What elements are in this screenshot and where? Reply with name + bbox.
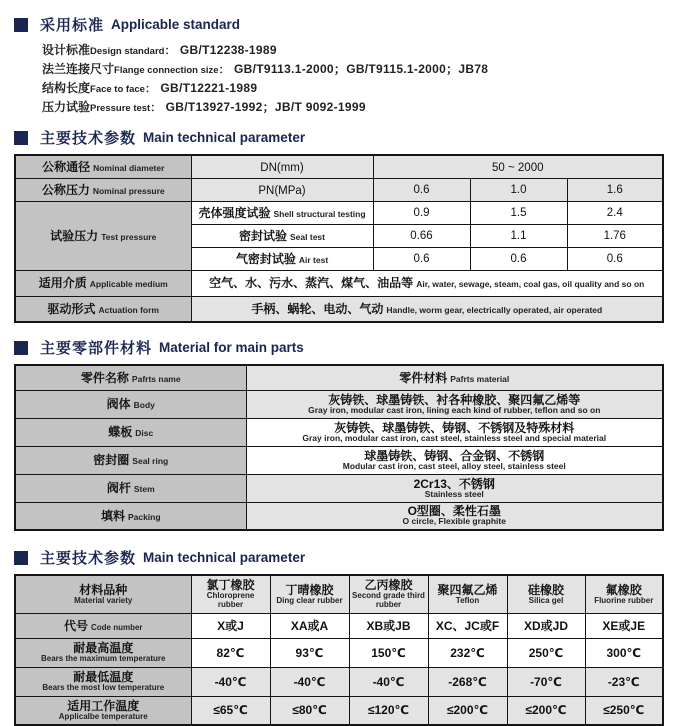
table-row-nominal-diameter bbox=[15, 155, 663, 178]
section-bullet-icon bbox=[14, 18, 28, 32]
standard-label-zh: 法兰连接尺寸 bbox=[42, 62, 115, 76]
section-title-en: Material for main parts bbox=[159, 340, 304, 355]
standard-value: GB/T12238-1989 bbox=[179, 43, 277, 57]
main-parameter-table bbox=[14, 154, 664, 323]
header-zh: 零件名称 bbox=[80, 370, 129, 385]
actuation-value-cell bbox=[191, 296, 663, 322]
unit-cell bbox=[191, 155, 373, 178]
test-name-en: Air test bbox=[298, 254, 329, 265]
table-row-min-temperature bbox=[15, 667, 663, 696]
actuation-en: Handle, worm gear, electrically operated, air operated bbox=[386, 304, 603, 315]
label-zh: 耐最低温度 bbox=[73, 670, 134, 684]
material-parts-table bbox=[14, 364, 664, 531]
section-title-en: Main technical parameter bbox=[143, 130, 306, 145]
label-en: Applicalbe temperature bbox=[58, 711, 148, 721]
section-title-zh: 主要零部件材料 bbox=[40, 340, 153, 357]
part-material-cell bbox=[246, 502, 663, 530]
standard-line-flange bbox=[42, 60, 662, 79]
label-en: Bears the maximum temperature bbox=[41, 654, 166, 663]
part-material-cell bbox=[246, 446, 663, 474]
standard-line-face-to-face bbox=[42, 79, 662, 98]
temperature-value: 250℃ bbox=[507, 638, 585, 667]
header-silica-gel bbox=[507, 575, 585, 613]
part-material-cell bbox=[246, 418, 663, 446]
section-heading-material-parts bbox=[14, 337, 662, 358]
table-row-shell-test bbox=[15, 201, 663, 224]
standard-label-zh: 结构长度 bbox=[42, 81, 91, 95]
row-label-nominal-pressure bbox=[15, 178, 191, 201]
material-zh: 灰铸铁、球墨铸铁、衬各种橡胶、聚四氟乙烯等 bbox=[328, 392, 581, 407]
standard-label-en: Pressure test bbox=[90, 103, 151, 114]
standard-label-zh: 压力试验 bbox=[42, 100, 91, 114]
temperature-value: -23℃ bbox=[585, 667, 663, 696]
material-en: Gray iron, modular cast iron, lining each kind of rubber, teflon and so on bbox=[308, 404, 601, 415]
temperature-value: ≤200℃ bbox=[507, 696, 585, 725]
section-heading-applicable-standard bbox=[14, 14, 662, 35]
standard-line-design bbox=[42, 41, 662, 60]
test-value: 1.5 bbox=[470, 201, 567, 224]
medium-value-cell bbox=[191, 270, 663, 296]
label-zh: 试验压力 bbox=[50, 228, 99, 243]
header-zh: 材料品种 bbox=[79, 582, 128, 597]
material-head-zh: 氟橡胶 bbox=[605, 582, 642, 597]
label-zh: 适用介质 bbox=[38, 276, 87, 290]
material-head-en: Teflon bbox=[455, 595, 480, 605]
table-row-actuation-form bbox=[15, 296, 663, 322]
temperature-value: -268℃ bbox=[428, 667, 507, 696]
temperature-value: -40℃ bbox=[191, 667, 270, 696]
medium-zh: 空气、水、污水、蒸汽、煤气、油品等 bbox=[209, 276, 414, 290]
part-en: Disc bbox=[135, 428, 154, 438]
label-en: Test pressure bbox=[101, 231, 157, 242]
standard-colon: ： bbox=[150, 102, 162, 114]
header-teflon bbox=[428, 575, 507, 613]
table-row-max-temperature bbox=[15, 638, 663, 667]
table-row-body bbox=[15, 390, 663, 418]
material-en: Modular cast iron, cast steel, alloy steel, stainless steel bbox=[342, 460, 566, 471]
label-en: Nominal diameter bbox=[93, 162, 165, 173]
part-en: Packing bbox=[127, 511, 161, 522]
test-name-cell bbox=[191, 224, 373, 247]
table-row-stem bbox=[15, 474, 663, 502]
temperature-value: 82℃ bbox=[191, 638, 270, 667]
temperature-value: ≤80℃ bbox=[270, 696, 349, 725]
code-value: X或J bbox=[191, 613, 270, 638]
pressure-value: 1.6 bbox=[567, 178, 663, 201]
row-label-max-temp bbox=[15, 638, 191, 667]
code-value: XE或JE bbox=[585, 613, 663, 638]
part-material-cell bbox=[246, 390, 663, 418]
unit-text: DN(mm) bbox=[260, 161, 304, 174]
standard-colon: ： bbox=[144, 83, 156, 95]
temperature-value: ≤120℃ bbox=[349, 696, 428, 725]
label-zh: 公称压力 bbox=[41, 182, 90, 197]
standard-label-zh: 设计标准 bbox=[42, 43, 91, 57]
unit-text: PN(MPa) bbox=[258, 184, 306, 197]
section-bullet-icon bbox=[14, 551, 28, 565]
code-value: XA或A bbox=[270, 613, 349, 638]
row-label-test-pressure bbox=[15, 201, 191, 270]
label-en: Bears the most low temperature bbox=[42, 683, 165, 692]
header-en: Pafrts material bbox=[450, 373, 510, 384]
pressure-value: 1.0 bbox=[470, 178, 567, 201]
label-zh: 驱动形式 bbox=[47, 301, 96, 316]
temperature-value: 150℃ bbox=[349, 638, 428, 667]
material-en: Stainless steel bbox=[424, 488, 484, 499]
standard-value: GB/T12221-1989 bbox=[160, 81, 258, 95]
header-ding-clear bbox=[270, 575, 349, 613]
part-en: Stem bbox=[133, 484, 155, 494]
part-material-cell bbox=[246, 474, 663, 502]
section-title-en: Applicable standard bbox=[111, 17, 241, 32]
section-bullet-icon bbox=[14, 341, 28, 355]
material-head-zh: 乙丙橡胶 bbox=[364, 578, 413, 593]
medium-en: Air, water, sewage, steam, coal gas, oil quality and so on bbox=[416, 279, 645, 289]
part-name-cell bbox=[15, 446, 246, 474]
table-row-packing bbox=[15, 502, 663, 530]
header-parts-name bbox=[15, 365, 246, 390]
part-en: Body bbox=[133, 400, 155, 410]
test-name-en: Shell structural testing bbox=[273, 208, 366, 219]
row-label-nominal-diameter bbox=[15, 155, 191, 178]
code-value: XC、JC或F bbox=[428, 613, 507, 638]
material-zh: 球墨铸铁、铸钢、合金钢、不锈钢 bbox=[364, 448, 545, 463]
test-value: 1.76 bbox=[567, 224, 663, 247]
label-en: Applicable medium bbox=[89, 279, 168, 289]
table-row-seal-ring bbox=[15, 446, 663, 474]
standard-colon: ： bbox=[164, 45, 176, 57]
table-row-nominal-pressure bbox=[15, 178, 663, 201]
material-head-zh: 丁晴橡胶 bbox=[285, 582, 334, 597]
pressure-value: 0.6 bbox=[373, 178, 470, 201]
part-name-cell bbox=[15, 474, 246, 502]
row-label-actuation bbox=[15, 296, 191, 322]
material-head-zh: 氯丁橡胶 bbox=[206, 578, 255, 593]
standard-value: GB/T13927-1992；JB/T 9092-1999 bbox=[165, 100, 366, 114]
header-parts-material bbox=[246, 365, 663, 390]
test-value: 0.9 bbox=[373, 201, 470, 224]
row-label-code bbox=[15, 613, 191, 638]
part-zh: 密封圈 bbox=[93, 453, 130, 467]
test-value: 0.66 bbox=[373, 224, 470, 247]
diameter-range-cell bbox=[373, 155, 663, 178]
table-row-applicable-medium bbox=[15, 270, 663, 296]
row-label-working-temp bbox=[15, 696, 191, 725]
material-zh: 灰铸铁、球墨铸铁、铸钢、不锈钢及特殊材料 bbox=[334, 420, 575, 435]
label-zh: 公称通径 bbox=[42, 159, 91, 174]
material-head-en: Chloroprene rubber bbox=[206, 591, 255, 610]
test-name-zh: 壳体强度试验 bbox=[198, 205, 271, 220]
table-row-working-temperature bbox=[15, 696, 663, 725]
section-title-zh: 主要技术参数 bbox=[40, 130, 137, 147]
part-zh: 阀杆 bbox=[106, 481, 131, 495]
test-value: 0.6 bbox=[373, 247, 470, 270]
standard-label-en: Flange connection size bbox=[114, 65, 219, 76]
table-row-code-number bbox=[15, 613, 663, 638]
header-en: Pafrts name bbox=[131, 373, 181, 384]
temperature-value: 300℃ bbox=[585, 638, 663, 667]
section-title-en: Main technical parameter bbox=[143, 550, 306, 565]
section-heading-main-parameter-1 bbox=[14, 127, 662, 148]
label-zh: 适用工作温度 bbox=[67, 698, 140, 713]
section-bullet-icon bbox=[14, 131, 28, 145]
test-value: 0.6 bbox=[470, 247, 567, 270]
temperature-value: -40℃ bbox=[349, 667, 428, 696]
part-name-cell bbox=[15, 390, 246, 418]
section-heading-main-parameter-2 bbox=[14, 547, 662, 568]
part-zh: 填料 bbox=[100, 508, 125, 523]
label-en: Actuation form bbox=[98, 304, 159, 315]
row-label-medium bbox=[15, 270, 191, 296]
test-value: 0.6 bbox=[567, 247, 663, 270]
material-zh: O型圈、柔性石墨 bbox=[407, 504, 501, 519]
part-en: Seal ring bbox=[132, 456, 169, 466]
section-title-zh: 主要技术参数 bbox=[40, 550, 137, 567]
part-zh: 蝶板 bbox=[108, 425, 133, 439]
code-value: XD或JD bbox=[507, 613, 585, 638]
temperature-value: ≤65℃ bbox=[191, 696, 270, 725]
temperature-value: 232℃ bbox=[428, 638, 507, 667]
row-label-min-temp bbox=[15, 667, 191, 696]
table-header-row bbox=[15, 365, 663, 390]
label-en: Code number bbox=[90, 622, 143, 632]
part-name-cell bbox=[15, 418, 246, 446]
test-value: 2.4 bbox=[567, 201, 663, 224]
standard-label-en: Design standard bbox=[90, 46, 165, 57]
temperature-value: ≤250℃ bbox=[585, 696, 663, 725]
section-title-zh: 采用标准 bbox=[40, 17, 105, 34]
label-zh: 代号 bbox=[63, 618, 88, 633]
material-head-en: Ding clear rubber bbox=[276, 595, 343, 605]
material-en: O circle, Flexible graphite bbox=[402, 516, 506, 527]
standard-label-en: Face to face bbox=[90, 84, 145, 95]
temperature-value: ≤200℃ bbox=[428, 696, 507, 725]
material-en: Gray iron, modular cast iron, cast steel, stainless steel and special material bbox=[302, 432, 607, 443]
material-head-zh: 聚四氟乙烯 bbox=[437, 582, 498, 597]
standard-colon: ： bbox=[218, 64, 230, 76]
test-name-cell bbox=[191, 201, 373, 224]
table-row-disc bbox=[15, 418, 663, 446]
material-head-en: Fluorine rubber bbox=[594, 595, 654, 605]
header-fluorine bbox=[585, 575, 663, 613]
part-name-cell bbox=[15, 502, 246, 530]
table-header-row bbox=[15, 575, 663, 613]
actuation-zh: 手柄、蜗轮、电动、气动 bbox=[251, 301, 384, 316]
standards-list bbox=[42, 41, 662, 117]
material-head-en: Silica gel bbox=[528, 595, 564, 605]
test-name-zh: 密封试验 bbox=[239, 228, 288, 243]
code-value: XB或JB bbox=[349, 613, 428, 638]
test-name-cell bbox=[191, 247, 373, 270]
part-zh: 阀体 bbox=[106, 397, 131, 411]
header-zh: 零件材料 bbox=[399, 370, 448, 385]
header-second-grade bbox=[349, 575, 428, 613]
material-head-zh: 硅橡胶 bbox=[527, 582, 564, 597]
material-zh: 2Cr13、不锈钢 bbox=[413, 476, 495, 491]
label-zh: 耐最高温度 bbox=[73, 641, 134, 655]
header-chloroprene bbox=[191, 575, 270, 613]
header-material-variety bbox=[15, 575, 191, 613]
material-head-en: Second grade third rubber bbox=[352, 591, 425, 610]
standard-value: GB/T9113.1-2000；GB/T9115.1-2000；JB78 bbox=[234, 62, 489, 76]
temperature-value: 93℃ bbox=[270, 638, 349, 667]
header-en: Material variety bbox=[74, 595, 133, 605]
temperature-value: -40℃ bbox=[270, 667, 349, 696]
temperature-value: -70℃ bbox=[507, 667, 585, 696]
unit-cell bbox=[191, 178, 373, 201]
label-en: Nominal pressure bbox=[92, 185, 165, 196]
rubber-material-table bbox=[14, 574, 664, 726]
standard-line-pressure-test bbox=[42, 98, 662, 117]
test-value: 1.1 bbox=[470, 224, 567, 247]
test-name-zh: 气密封试验 bbox=[235, 251, 296, 266]
test-name-en: Seal test bbox=[290, 231, 325, 242]
diameter-range: 50 ~ 2000 bbox=[492, 161, 544, 174]
